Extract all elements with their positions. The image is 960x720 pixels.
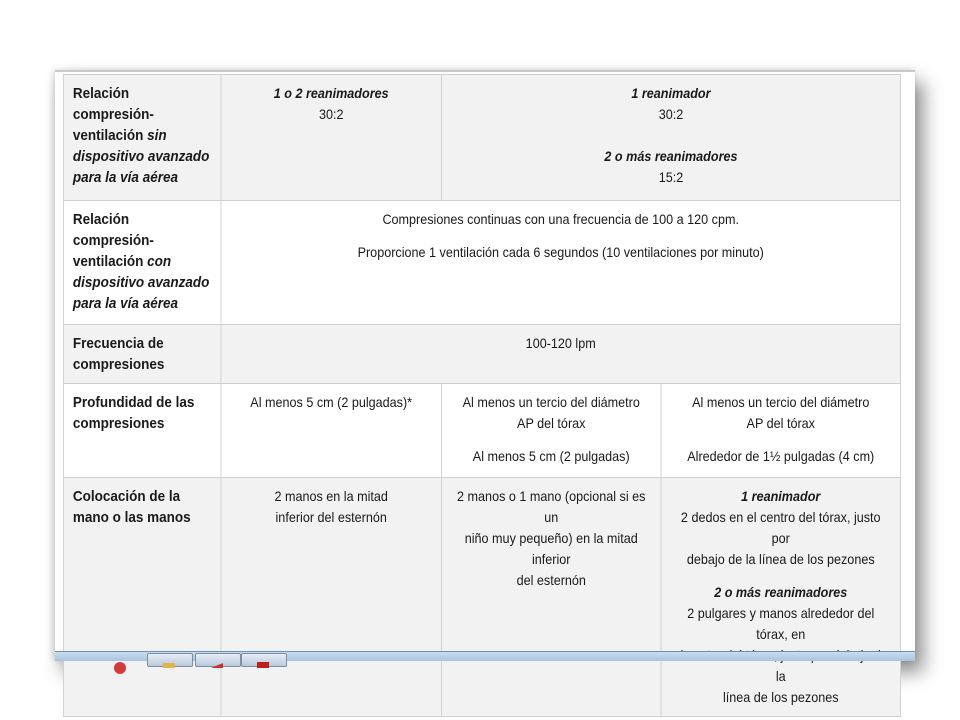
table-row	[63, 201, 900, 325]
label-line: para la vía aérea	[72, 169, 178, 186]
red-square-icon	[256, 655, 270, 661]
cell-title: 1 reanimador	[631, 85, 711, 101]
cell-title: 1 o 2 reanimadores	[273, 85, 389, 101]
row-label	[63, 384, 221, 478]
cell-text: niño muy pequeño) en la mitad inferior	[464, 530, 638, 567]
label-line: compresiones	[72, 356, 165, 373]
document-card	[55, 70, 915, 705]
cell-text: Al menos 5 cm (2 pulgadas)*	[250, 394, 413, 410]
cell-title: 2 o más reanimadores	[604, 148, 738, 164]
cell-child-infant	[441, 75, 900, 201]
stop-icon[interactable]	[113, 655, 127, 661]
cell-text: la	[775, 668, 786, 684]
row-label	[63, 325, 221, 384]
cell-text: Alrededor de 1½ pulgadas (4 cm)	[687, 448, 875, 464]
table-row	[63, 75, 900, 201]
table-row	[63, 478, 900, 717]
row-label	[63, 201, 221, 325]
cell-text: 2 manos o 1 mano (opcional si es un	[457, 488, 646, 525]
cell-merged	[221, 201, 901, 325]
cell-text: AP del tórax	[746, 415, 815, 431]
label-line: Relación	[72, 85, 130, 102]
cell-infant	[661, 478, 900, 717]
cell-text: debajo de la línea de los pezones	[686, 551, 875, 567]
label-line: Profundidad de las	[72, 394, 195, 411]
cell-value: 30:2	[658, 106, 684, 122]
label-line: compresiones	[72, 415, 165, 432]
label-line	[73, 125, 212, 146]
cell-title: 1 reanimador	[741, 488, 821, 504]
cell-text: 2 pulgares y manos alrededor del tórax, en	[687, 605, 875, 642]
cell-title: 2 o más reanimadores	[714, 584, 848, 600]
cell-child	[441, 384, 661, 478]
label-fragment: ventilación	[72, 127, 148, 144]
label-line: dispositivo avanzado	[72, 274, 210, 291]
cell-text: inferior del esternón	[275, 509, 387, 525]
row-label	[63, 75, 221, 201]
label-line: mano o las manos	[72, 509, 191, 526]
label-line: Relación	[72, 211, 130, 228]
taskbar	[55, 651, 915, 661]
cell-text: Compresiones continuas con una frecuencia de 100 a 120 cpm.	[382, 211, 739, 227]
label-emphasis: sin	[147, 127, 167, 144]
cell-text: Al menos un tercio del diámetro	[692, 394, 870, 410]
row-label	[63, 478, 221, 717]
table-row	[63, 384, 900, 478]
cell-value: 30:2	[318, 106, 344, 122]
cell-text: AP del tórax	[517, 415, 586, 431]
label-line: dispositivo avanzado	[72, 148, 210, 165]
label-line: compresión-	[72, 106, 154, 123]
cell-text: 100-120 lpm	[525, 335, 596, 351]
folder-icon	[162, 655, 176, 661]
table-row	[63, 325, 900, 384]
top-edge-divider	[55, 70, 915, 72]
label-fragment: ventilación	[72, 253, 148, 270]
label-line	[73, 251, 212, 272]
cell-adult	[221, 384, 441, 478]
cell-text: del esternón	[516, 572, 586, 588]
cell-text: Al menos un tercio del diámetro	[462, 394, 640, 410]
speaker-icon	[210, 655, 224, 661]
cell-value: 15:2	[658, 169, 684, 185]
cell-text: Proporcione 1 ventilación cada 6 segundos (10 ventilaciones por minuto)	[357, 244, 764, 260]
cell-text: 2 dedos en el centro del tórax, justo por	[680, 509, 881, 546]
cell-merged	[221, 325, 901, 384]
cell-text: Al menos 5 cm (2 pulgadas)	[472, 448, 630, 464]
label-line: para la vía aérea	[72, 295, 178, 312]
cell-adult	[221, 478, 441, 717]
cell-adult	[221, 75, 441, 201]
cell-child	[441, 478, 661, 717]
cpr-guidelines-table	[63, 74, 901, 717]
cell-infant	[661, 384, 900, 478]
cell-text: 2 manos en la mitad	[274, 488, 388, 504]
cell-text: línea de los pezones	[722, 689, 839, 705]
label-line: Frecuencia de	[72, 335, 164, 352]
label-line: Colocación de la	[72, 488, 181, 505]
label-line: compresión-	[72, 232, 154, 249]
label-emphasis: con	[147, 253, 172, 270]
